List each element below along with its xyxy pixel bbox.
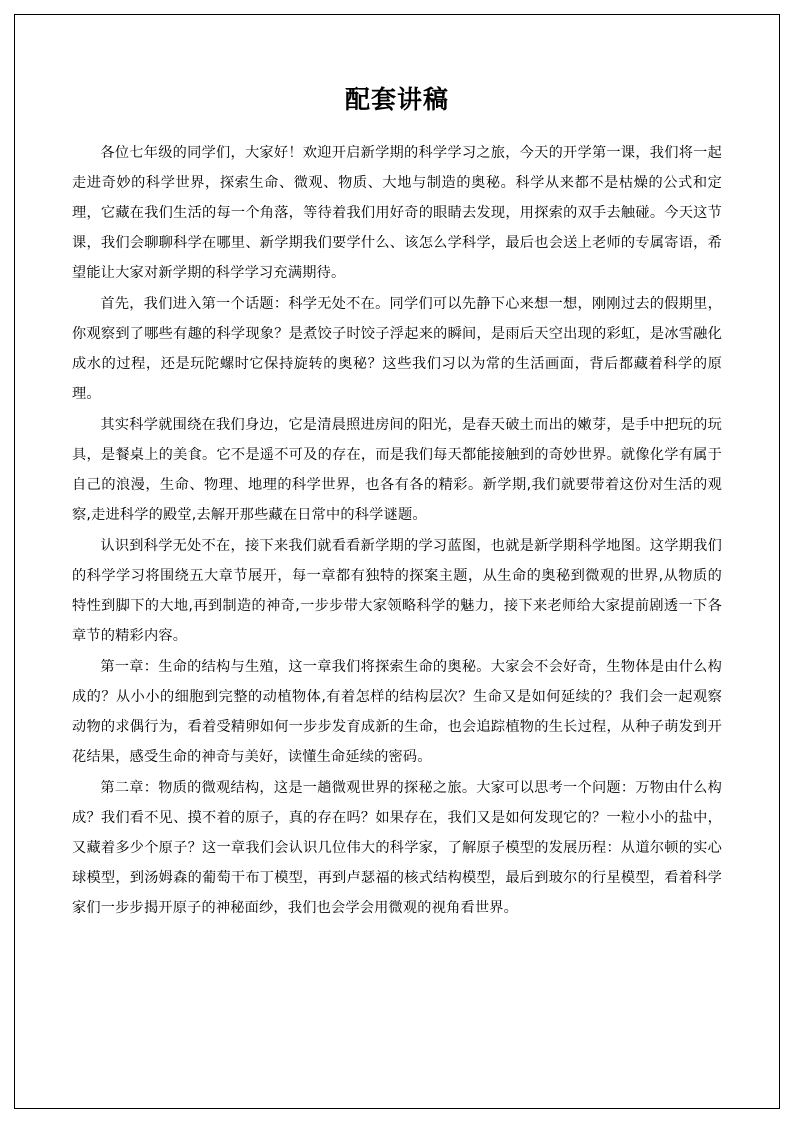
paragraph: 各位七年级的同学们，大家好！欢迎开启新学期的科学学习之旅，今天的开学第一课，我们将一起走进奇妙的科学世界，探索生命、微观、物质、大地与制造的奥秘。科学从来都不是枯燥的公式和定理，它藏在我们生活的每一个角落，等待着我们用好奇的眼睛去发现，用探索的双手去触碰。今天这节课，我们会聊聊科学在哪里、新学期我们要学什么、该怎么学科学，最后也会送上老师的专属寄语，希望能让大家对新学期的科学学习充满期待。 [72,145,722,281]
document-content [72,80,722,924]
paragraph: 首先，我们进入第一个话题：科学无处不在。同学们可以先静下心来想一想，刚刚过去的假期里，你观察到了哪些有趣的科学现象？是煮饺子时饺子浮起来的瞬间，是雨后天空出现的彩虹，是冰雪融化成水的过程，还是玩陀螺时它保持旋转的奥秘？这些我们习以为常的生活画面，背后都藏着科学的原理。 [72,296,722,402]
paragraph: 第一章：生命的结构与生殖，这一章我们将探索生命的奥秘。大家会不会好奇，生物体是由什么构成的？从小小的细胞到完整的动植物体,有着怎样的结构层次？生命又是如何延续的？我们会一起观察动物的求偶行为，看着受精卵如何一步步发育成新的生命，也会追踪植物的生长过程，从种子萌发到开花结果，感受生命的神奇与美好，读懂生命延续的密码。 [72,659,722,765]
paragraph: 第二章：物质的微观结构，这是一趟微观世界的探秘之旅。大家可以思考一个问题：万物由什么构成？我们看不见、摸不着的原子，真的存在吗？如果存在，我们又是如何发现它的？一粒小小的盐中，又藏着多少个原子？这一章我们会认识几位伟大的科学家，了解原子模型的发展历程：从道尔顿的实心球模型，到汤姆森的葡萄干布丁模型，再到卢瑟福的核式结构模型，最后到玻尔的行星模型，看着科学家们一步步揭开原子的神秘面纱，我们也会学会用微观的视角看世界。 [72,780,722,916]
paragraph: 认识到科学无处不在，接下来我们就看看新学期的学习蓝图，也就是新学期科学地图。这学期我们的科学学习将围绕五大章节展开，每一章都有独特的探案主题，从生命的奥秘到微观的世界,从物质的特性到脚下的大地,再到制造的神奇,一步步带大家领略科学的魅力，接下来老师给大家提前剧透一下各章节的精彩内容。 [72,538,722,644]
page-title: 配套讲稿 [344,85,449,114]
paragraph: 其实科学就围绕在我们身边，它是清晨照进房间的阳光，是春天破土而出的嫩芽，是手中把玩的玩具，是餐桌上的美食。它不是遥不可及的存在，而是我们每天都能接触到的奇妙世界。就像化学有属于自己的浪漫，生命、物理、地理的科学世界，也各有各的精彩。新学期,我们就要带着这份对生活的观察,走进科学的殿堂,去解开那些藏在日常中的科学谜题。 [72,417,722,523]
